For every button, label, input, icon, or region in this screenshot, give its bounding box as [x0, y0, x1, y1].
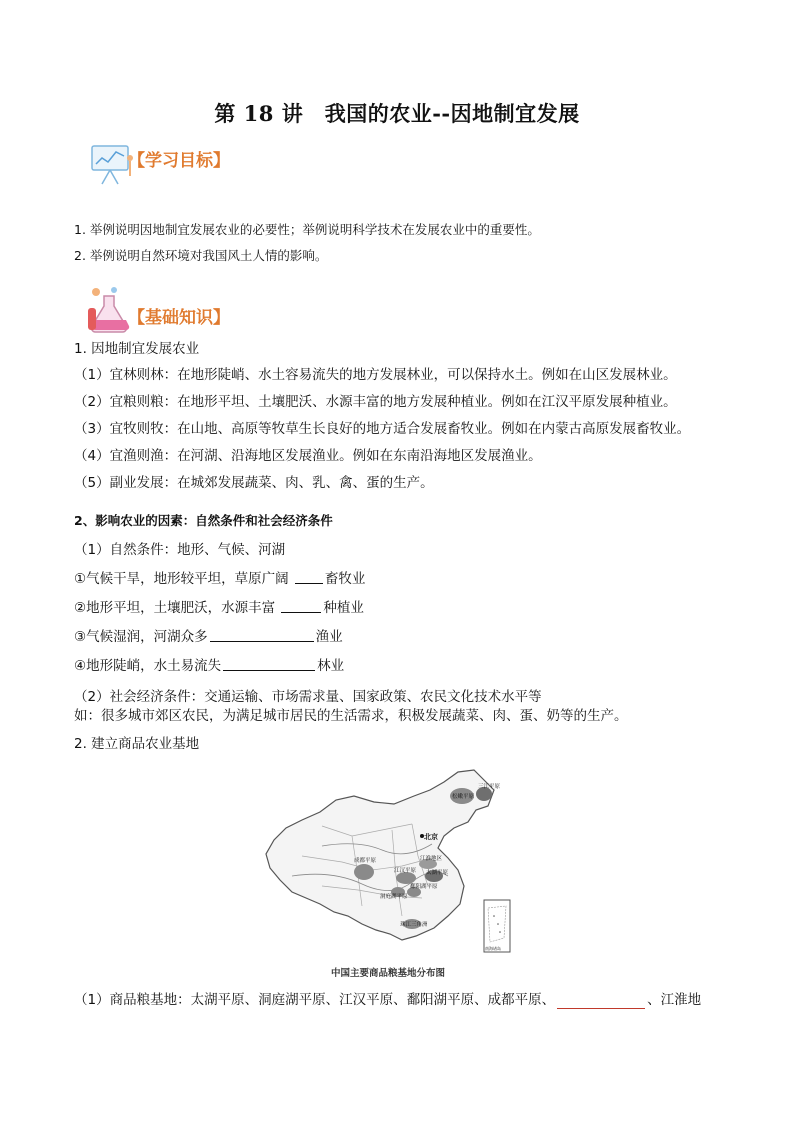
section-heading-learning-goals: 【学习目标】	[128, 151, 230, 171]
map-caption: 中国主要商品粮基地分布图	[330, 968, 445, 979]
map-label-zhujiang: 珠江三角洲	[400, 922, 428, 928]
map-label-taihu: 太湖平原	[426, 870, 449, 876]
natural-item	[74, 628, 343, 646]
natural-item-agriculture: 渔业	[315, 629, 343, 645]
point1-item: （5）副业发展：在城郊发展蔬菜、肉、乳、禽、蛋的生产。	[74, 475, 434, 491]
natural-item	[74, 570, 365, 588]
section-heading-basic-knowledge: 【基础知识】	[128, 308, 230, 328]
natural-item-condition: ①气候干旱，地形较平坦，草原广阔	[74, 571, 293, 587]
point3-title: 2. 建立商品农业基地	[74, 736, 200, 752]
point1-item: （3）宜牧则牧：在山地、高原等牧草生长良好的地方适合发展畜牧业。例如在内蒙古高原发展畜牧业。	[74, 421, 691, 437]
china-map-figure	[262, 766, 514, 960]
natural-item	[74, 657, 344, 675]
natural-item-condition: ③气候湿润，河湖众多	[74, 629, 208, 645]
learning-goal-header	[88, 142, 268, 190]
natural-item-agriculture: 种植业	[323, 600, 364, 616]
map-label-songnen: 松嫩平原	[452, 794, 475, 800]
point1-title: 1. 因地制宜发展农业	[74, 341, 200, 357]
point1-item: （2）宜粮则粮：在地形平坦、土壤肥沃、水源丰富的地方发展种植业。例如在江汉平原发展种植业。	[74, 394, 677, 410]
grain-base-text: （1）商品粮基地：太湖平原、洞庭湖平原、江汉平原、鄱阳湖平原、成都平原、	[74, 992, 556, 1008]
connector-line	[281, 603, 321, 613]
social-title: （2）社会经济条件：交通运输、市场需求量、国家政策、农民文化技术水平等	[74, 689, 542, 705]
point2-title: 2、影响农业的因素：自然条件和社会经济条件	[74, 513, 333, 528]
point1-item: （1）宜林则林：在地形陡峭、水土容易流失的地方发展林业，可以保持水土。例如在山区发展林业。	[74, 367, 677, 383]
connector-line	[295, 574, 323, 584]
map-label-beijing: 北京	[424, 833, 438, 841]
page-title: 第 18 讲 我国的农业--因地制宜发展	[214, 101, 580, 126]
social-example: 如：很多城市郊区农民，为满足城市居民的生活需求，积极发展蔬菜、肉、蛋、奶等的生产。	[74, 708, 628, 724]
goal-item: 1. 举例说明因地制宜发展农业的必要性；举例说明科学技术在发展农业中的重要性。	[74, 222, 540, 237]
natural-item-condition: ②地形平坦，土壤肥沃，水源丰富	[74, 600, 280, 616]
map-label-jianghuai: 江淮地区	[420, 856, 443, 862]
china-grain-base-map	[262, 766, 514, 960]
natural-item-condition: ④地形陡峭，水土易流失	[74, 658, 222, 674]
natural-title: （1）自然条件：地形、气候、河湖	[74, 542, 286, 558]
goal-item: 2. 举例说明自然环境对我国风土人情的影响。	[74, 248, 328, 263]
natural-item-agriculture: 林业	[317, 658, 345, 674]
map-label-poyang: 鄱阳湖平原	[410, 884, 438, 890]
map-label-jianghan: 江汉平原	[394, 868, 417, 874]
point1-item: （4）宜渔则渔：在河湖、沿海地区发展渔业。例如在东南沿海地区发展渔业。	[74, 448, 542, 464]
map-label-dongting: 洞庭湖平原	[380, 894, 408, 900]
connector-line	[210, 632, 314, 642]
grain-base-tail: 、江淮地	[647, 992, 702, 1008]
fill-blank[interactable]	[557, 994, 645, 1009]
chengdu-region	[354, 864, 374, 880]
connector-line	[223, 661, 315, 671]
map-label-nanhai: 南海诸岛	[485, 946, 501, 951]
map-label-sanjiang: 三江平原	[478, 784, 501, 790]
natural-item-agriculture: 畜牧业	[324, 571, 366, 587]
grain-base-line	[74, 991, 701, 1009]
basic-knowledge-header	[86, 284, 266, 334]
map-label-chengdu: 成都平原	[354, 858, 377, 864]
natural-item	[74, 599, 364, 617]
